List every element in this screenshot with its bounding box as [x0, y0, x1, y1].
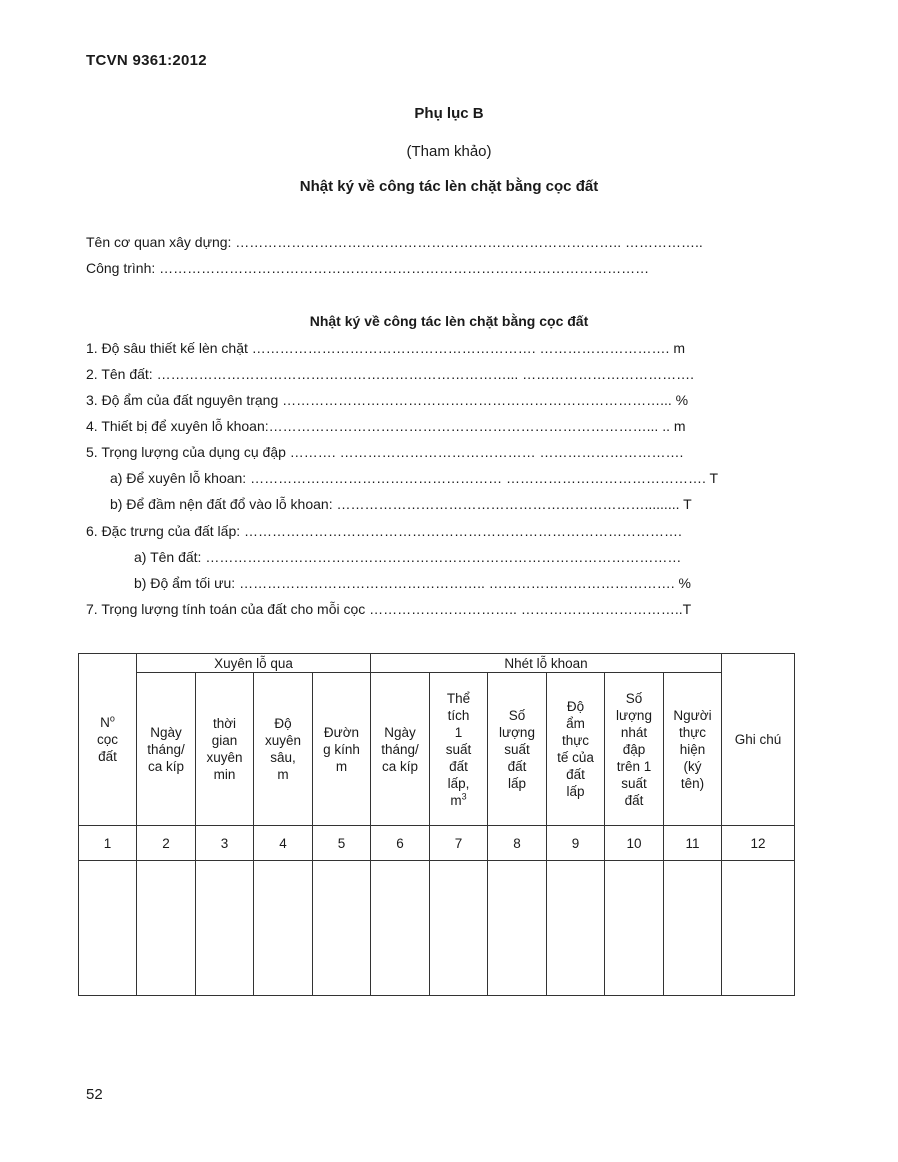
table-cell [313, 861, 371, 996]
document-title: Nhật ký về công tác lèn chặt bằng cọc đất [299, 178, 599, 195]
agency-line: Tên cơ quan xây dựng: ……………………………………………………………………….. …………….. [86, 234, 703, 250]
table-cell [547, 861, 605, 996]
table-cell [430, 861, 488, 996]
group-header-filling: Nhét lỗ khoan [371, 654, 722, 673]
header-col-4: Độ xuyên sâu, m [254, 673, 313, 826]
pile-log-table [78, 653, 795, 996]
header-notes: Ghi chú [722, 654, 795, 826]
form-line-2: 2. Tên đất: …………………………………………………………………... ………………………………. [86, 366, 695, 382]
column-number: 9 [547, 826, 605, 861]
form-line-3: 3. Độ ẩm của đất nguyên trạng ………………………………………………………………………... % [86, 392, 689, 408]
column-number: 10 [605, 826, 664, 861]
group-header-drilling: Xuyên lỗ qua [137, 654, 371, 673]
header-pile-number: $N^o$ cọc đất [79, 654, 137, 826]
header-col-8: Số lượng suất đất lấp [488, 673, 547, 826]
column-number: 5 [313, 826, 371, 861]
column-number: 7 [430, 826, 488, 861]
header-col-11: Người thực hiện (ký tên) [664, 673, 722, 826]
column-number: 12 [722, 826, 795, 861]
form-line-7: 7. Trọng lượng tính toán của đất cho mỗi cọc ………………………….. ……………………………..T [86, 601, 692, 617]
form-line-6b: b) Độ ẩm tối ưu: …………………………………………….. …………………………………. % [134, 575, 691, 591]
header-col-6: Ngày tháng/ ca kíp [371, 673, 430, 826]
table-cell [722, 861, 795, 996]
form-line-5: 5. Trọng lượng của dụng cụ đập ………. …………………………………… …………………………. [86, 444, 684, 460]
column-number: 11 [664, 826, 722, 861]
table-cell [137, 861, 196, 996]
header-col-2: Ngày tháng/ ca kíp [137, 673, 196, 826]
table-cell [605, 861, 664, 996]
table-cell [371, 861, 430, 996]
table-cell [664, 861, 722, 996]
form-line-5a: a) Để xuyên lỗ khoan: ……………………………………………… ……………………………………. T [110, 470, 719, 486]
section-title: Nhật ký về công tác lèn chặt bằng cọc đất [309, 313, 589, 329]
column-number: 6 [371, 826, 430, 861]
column-number: 2 [137, 826, 196, 861]
form-line-5b: b) Để đầm nện đất đổ vào lỗ khoan: …………………………………………………………......... T [110, 496, 692, 512]
header-col-10: Số lượng nhát đập trên 1 suất đất [605, 673, 664, 826]
standard-code: TCVN 9361:2012 [86, 52, 207, 69]
form-line-6: 6. Đặc trưng của đất lấp: …………………………………………………………………………………. [86, 523, 682, 539]
header-col-3: thời gian xuyên min [196, 673, 254, 826]
project-line: Công trình: …………………………………………………………………………………………… [86, 260, 650, 276]
table-cell [254, 861, 313, 996]
table-cell [79, 861, 137, 996]
form-line-1: 1. Độ sâu thiết kế lèn chặt ……………………………………………………. ………………………. m [86, 340, 685, 356]
table-cell [196, 861, 254, 996]
column-number: 3 [196, 826, 254, 861]
table-cell [488, 861, 547, 996]
column-number: 1 [79, 826, 137, 861]
column-number: 8 [488, 826, 547, 861]
form-line-4: 4. Thiết bị để xuyên lỗ khoan:………………………………………………………………………... .. m [86, 418, 686, 434]
header-col-5: Đườn g kính m [313, 673, 371, 826]
column-number: 4 [254, 826, 313, 861]
header-col-7: Thể tích 1 suất đất lấp, $m^3$ [430, 673, 488, 826]
appendix-reference: (Tham khảo) [406, 143, 492, 160]
empty-entry-row [79, 861, 795, 996]
appendix-title: Phụ lục B [414, 105, 484, 122]
page-number: 52 [86, 1086, 103, 1103]
header-col-9: Độ ẩm thực tế của đất lấp [547, 673, 605, 826]
form-line-6a: a) Tên đất: ………………………………………………………………………………………… [134, 549, 682, 565]
column-number-row [79, 826, 795, 861]
